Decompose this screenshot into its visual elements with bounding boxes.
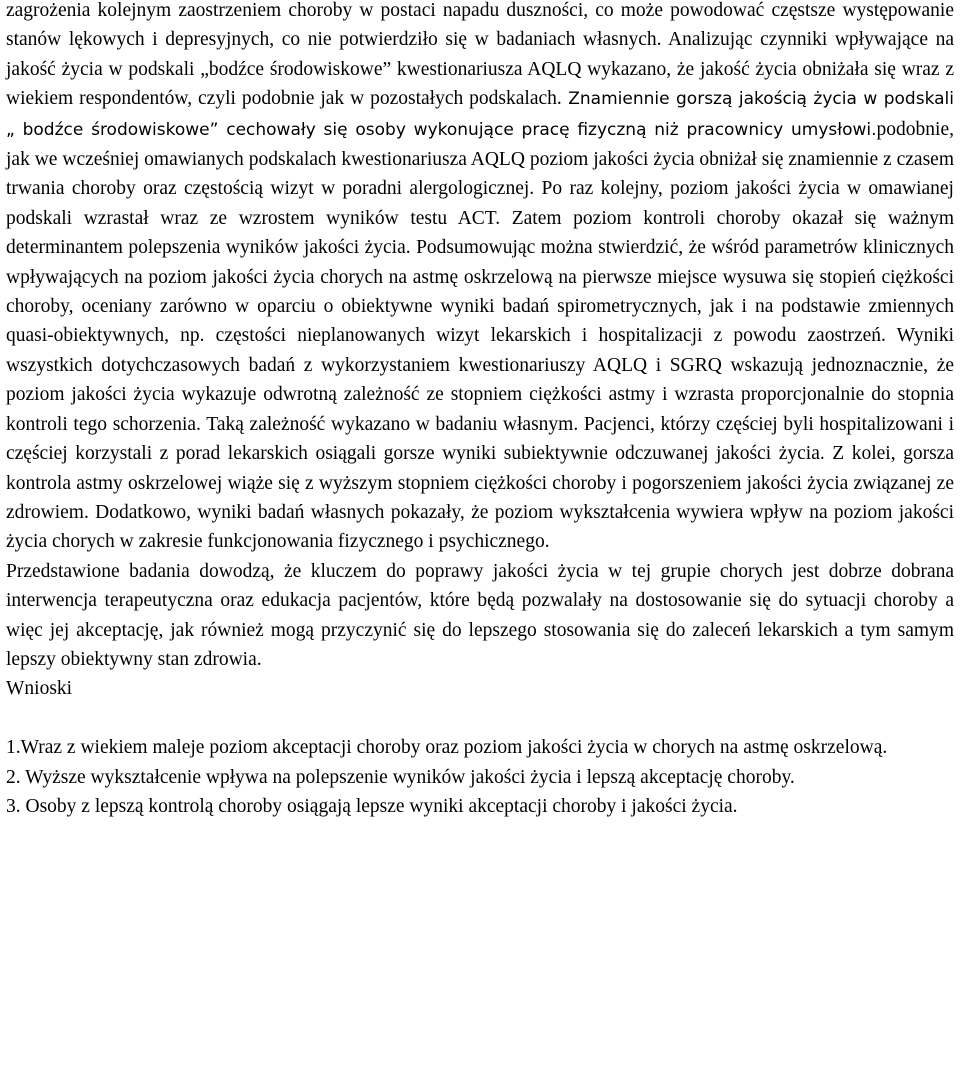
paragraph-1-segment-2: Analizując czynniki wpływające na jakość życia w podskali „bodźce środowiskowe” kwestionariusza AQLQ wykazano, że jakość życia obniżała się wraz z wiekiem respondentów, czyli podobnie jak w pozostałych podskalach. [6,29,954,110]
paragraph-1-segment-4: podobnie, jak we wcześniej omawianych podskalach kwestionariusza AQLQ poziom jakości życia obniżał się znamiennie z czasem trwania choroby oraz częstością wizyt w poradni alergologicznej. [6,118,954,200]
section-spacer [6,704,954,733]
paragraph-1-segment-6: Podsumowując można stwierdzić, że wśród parametrów klinicznych wpływających na poziom jakości życia chorych na astmę oskrzelową na pierwsze miejsce wysuwa się stopień ciężkości choroby, oceniany zarówno w oparciu o obiektywne wyniki badań spirometrycznych, jak i na podstawie zmiennych quasi-obiektywnych, np. częstości nieplanowanych wizyt lekarskich i hospitalizacji z powodu zaostrzeń. Wyniki wszystkich dotychczasowych badań z wykorzystaniem kwestionariuszy AQLQ i SGRQ wskazują jednoznacznie, że poziom jakości życia wykazuje odwrotną zależność ze stopniem ciężkości astmy i wzrasta proporcjonalnie do stopnia kontroli tego schorzenia. Taką zależność wykazano w badaniu własnym. Pacjenci, którzy częściej byli hospitalizowani i częściej korzystali z porad lekarskich osiągali gorsze wyniki subiektywnie odczuwanej jakości życia. Z kolei, gorsza kontrola astmy oskrzelowej wiąże się z wyższym stopniem ciężkości choroby i pogorszeniem jakości życia związanej ze zdrowiem. Dodatkowo, wyniki badań własnych pokazały, że poziom wykształcenia wywiera wpływ na poziom jakości życia chorych w zakresie funkcjonowania fizycznego i psychicznego. [6,237,954,553]
paragraph-1-segment-3: Znamiennie gorszą jakością życia w podskali „ bodźce środowiskowe” cechowały się osoby wykonujące pracę fizyczną niż pracownicy umysłowi. [6,89,954,140]
body-paragraph-2: Przedstawione badania dowodzą, że kluczem do poprawy jakości życia w tej grupie chorych jest dobrze dobrana interwencja terapeutyczna oraz edukacja pacjentów, które będą pozwalały na dostosowanie się do sytuacji choroby a więc jej akceptację, jak również mogą przyczynić się do lepszego stosowania się do zaleceń lekarskich a tym samym lepszy obiektywny stan zdrowia. [6,560,954,670]
paragraph-1-segment-1: zagrożenia kolejnym zaostrzeniem choroby w postaci napadu duszności, co może powodować częstsze występowanie stanów lękowych i depresyjnych, co nie potwierdziło się w badaniach własnych. [6,0,954,51]
paragraph-1-segment-5: Po raz kolejny, poziom jakości życia w omawianej podskali wzrastał wraz ze wzrostem wyników testu ACT. Zatem poziom kontroli choroby okazał się ważnym determinantem polepszenia wyników jakości życia. [6,178,954,259]
conclusions-heading: Wnioski [6,678,73,700]
conclusion-item-1: 1.Wraz z wiekiem maleje poziom akceptacji choroby oraz poziom jakości życia w chorych na astmę oskrzelową. [6,737,888,759]
body-paragraph-1 [6,0,954,557]
conclusion-item-3: 3. Osoby z lepszą kontrolą choroby osiągają lepsze wyniki akceptacji choroby i jakości życia. [6,795,738,817]
conclusion-item-2: 2. Wyższe wykształcenie wpływa na polepszenie wyników jakości życia i lepszą akceptację choroby. [6,766,795,788]
